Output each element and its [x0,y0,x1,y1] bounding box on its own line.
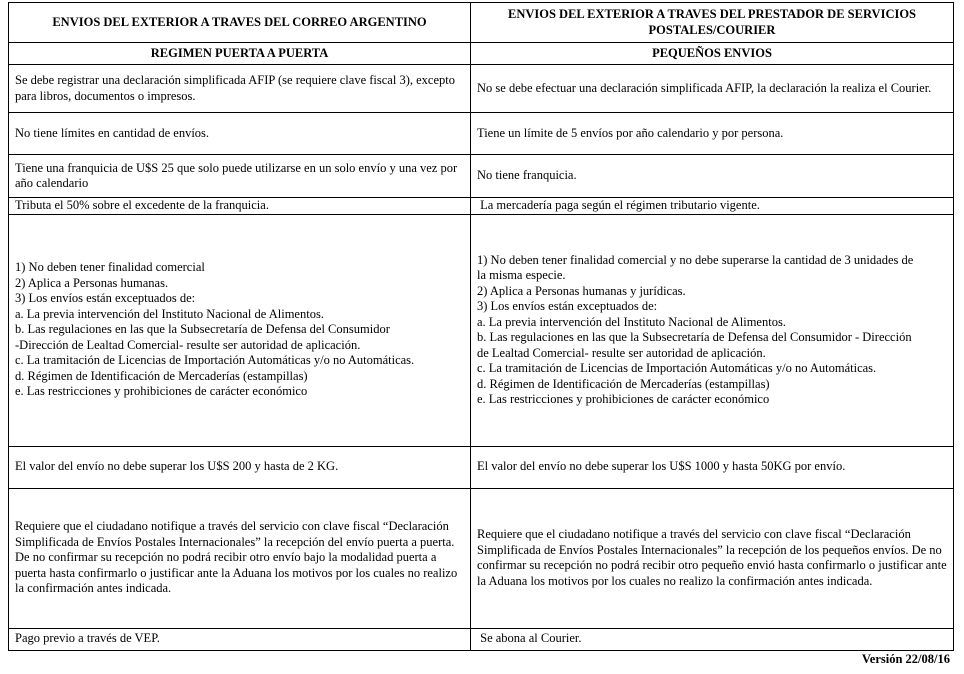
right-column-title: ENVIOS DEL EXTERIOR A TRAVES DEL PRESTADOR DE SERVICIOS POSTALES/COURIER [471,3,954,43]
requisitos-left-line: -Dirección de Lealtad Comercial- resulte ser autoridad de aplicación. [15,337,361,352]
comparison-table [8,2,954,651]
tributa-left: Tributa el 50% sobre el excedente de la franquicia. [9,198,471,215]
requisitos-left-line: d. Régimen de Identificación de Mercaderías (estampillas) [15,368,308,383]
requisitos-right-line: la misma especie. [477,268,566,282]
notificacion-left: Requiere que el ciudadano notifique a través del servicio con clave fiscal “Declaración Simplificada de Envíos Postales Internacionales” la recepción del envío puerta a puerta. De no confirmar su recepción no podrá recibir otro envío bajo la modalidad puerta a puerta hasta confirmarlo o justificar ante la Aduana los motivos por los cuales no realizo la confirmación antes indicada. [9,488,471,628]
valor-left: El valor del envío no debe superar los U$S 200 y hasta de 2 KG. [9,446,471,488]
requisitos-right-line: 2) Aplica a Personas humanas y jurídicas. [477,283,686,298]
row-limites [9,113,954,155]
requisitos-right [471,214,954,446]
version-label: Versión 22/08/16 [861,652,950,666]
notificacion-right: Requiere que el ciudadano notifique a través del servicio con clave fiscal “Declaración Simplificada de Envíos Postales Internacionales” la recepción de los pequeños envíos. De no confirmar su recepción no podrá recibir otro pequeño envió hasta confirmarlo o justificar ante la Aduana los motivos por los cuales no realizo la confirmación antes indicada. [471,488,954,628]
requisitos-right-line: d. Régimen de Identificación de Mercaderías (estampillas) [477,376,770,391]
requisitos-right-line: a. La previa intervención del Instituto Nacional de Alimentos. [477,314,786,329]
row-requisitos [9,214,954,446]
limites-right: Tiene un límite de 5 envíos por año calendario y por persona. [471,113,954,155]
title-row [9,3,954,43]
row-tributa [9,198,954,215]
requisitos-right-line: 1) No deben tener finalidad comercial y no debe superarse la cantidad de 3 unidades de [477,252,914,267]
requisitos-right-line: b. Las regulaciones en las que la Subsecretaría de Defensa del Consumidor - Dirección [477,330,912,344]
franquicia-left: Tiene una franquicia de U$S 25 que solo puede utilizarse en un solo envío y una vez por año calendario [9,155,471,198]
limites-left: No tiene límites en cantidad de envíos. [9,113,471,155]
requisitos-left-line: a. La previa intervención del Instituto Nacional de Alimentos. [15,306,324,321]
row-franquicia [9,155,954,198]
requisitos-left-line: 3) Los envíos están exceptuados de: [15,291,196,306]
tributa-right: La mercadería paga según el régimen tributario vigente. [471,198,954,215]
requisitos-right-line: c. La tramitación de Licencias de Importación Automáticas y/o no Automáticas. [477,361,877,375]
left-column-subtitle: REGIMEN PUERTA A PUERTA [9,43,471,65]
row-valor [9,446,954,488]
requisitos-left-line: 1) No deben tener finalidad comercial [15,260,205,275]
right-column-subtitle: PEQUEÑOS ENVIOS [471,43,954,65]
pago-right: Se abona al Courier. [471,628,954,650]
left-column-title: ENVIOS DEL EXTERIOR A TRAVES DEL CORREO ARGENTINO [9,3,471,43]
requisitos-right-line: 3) Los envíos están exceptuados de: [477,299,658,313]
valor-right: El valor del envío no debe superar los U$S 1000 y hasta 50KG por envío. [471,446,954,488]
row-declaracion [9,65,954,113]
pago-left: Pago previo a través de VEP. [9,628,471,650]
declaracion-right: No se debe efectuar una declaración simplificada AFIP, la declaración la realiza el Courier. [471,65,954,113]
requisitos-left [9,214,471,446]
row-notificacion [9,488,954,628]
requisitos-left-line: e. Las restricciones y prohibiciones de carácter económico [15,384,308,399]
requisitos-left-line: 2) Aplica a Personas humanas. [15,275,169,290]
requisitos-right-line: de Lealtad Comercial- resulte ser autoridad de aplicación. [477,345,766,360]
franquicia-right: No tiene franquicia. [471,155,954,198]
declaracion-left: Se debe registrar una declaración simplificada AFIP (se requiere clave fiscal 3), excepto para libros, documentos o impresos. [9,65,471,113]
requisitos-right-line: e. Las restricciones y prohibiciones de carácter económico [477,392,770,406]
requisitos-left-line: b. Las regulaciones en las que la Subsecretaría de Defensa del Consumidor [15,322,390,337]
row-pago [9,628,954,650]
requisitos-left-line: c. La tramitación de Licencias de Importación Automáticas y/o no Automáticas. [15,353,415,368]
subtitle-row [9,43,954,65]
